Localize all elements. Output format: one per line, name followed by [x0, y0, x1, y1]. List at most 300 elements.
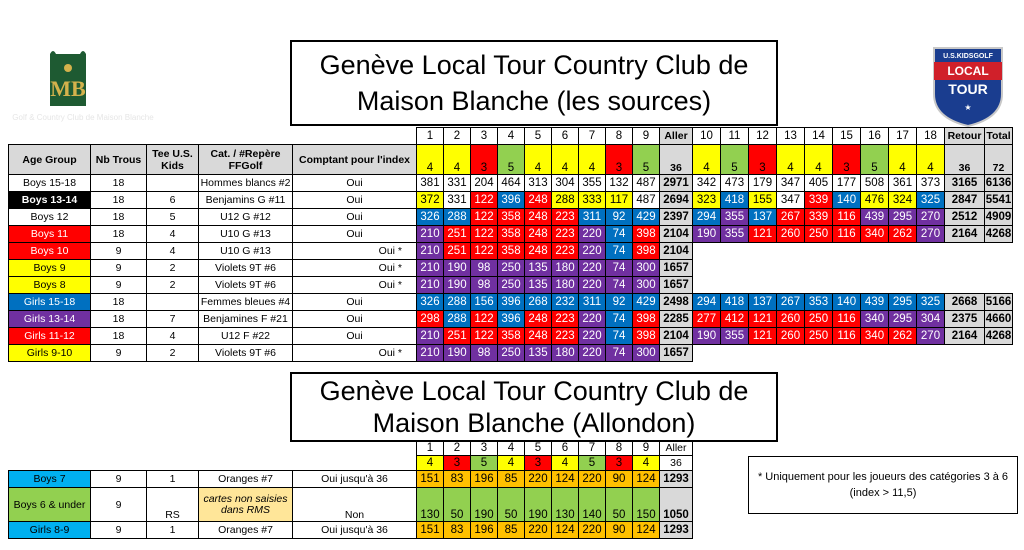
distance-cell: 180: [552, 345, 579, 362]
logo-top-text: U.S.KIDSGOLF: [943, 53, 993, 60]
distance-cell: 326: [417, 294, 444, 311]
title-allondon: [290, 372, 778, 442]
distance-cell: 340: [861, 328, 889, 345]
hole-number: 1: [417, 128, 444, 145]
distance-cell: 223: [552, 243, 579, 260]
distance-cell: 324: [889, 192, 917, 209]
distance-cell: 124: [552, 522, 579, 539]
distance-cell: 260: [777, 226, 805, 243]
aller-total: 2694: [660, 192, 693, 209]
category: Oranges #7: [199, 522, 293, 539]
distance-cell: 220: [525, 522, 552, 539]
distance-cell: 353: [805, 294, 833, 311]
index-status: Oui: [293, 294, 417, 311]
par-aller: 36: [660, 456, 693, 471]
nb-trous: 9: [91, 471, 147, 488]
tee-us-kids: 1: [147, 471, 199, 488]
distance-cell: 223: [552, 226, 579, 243]
index-status: Non: [293, 488, 417, 522]
distance-cell: 347: [777, 192, 805, 209]
footnote-line1: * Uniquement pour les joueurs des catégories 3 à 6: [757, 471, 1009, 483]
par-cell: 3: [833, 145, 861, 175]
distance-cell: 260: [777, 311, 805, 328]
distance-cell: 487: [633, 175, 660, 192]
distance-cell: 180: [552, 260, 579, 277]
age-group-header: Age Group: [9, 145, 91, 175]
distance-cell: 140: [833, 294, 861, 311]
distance-cell: 90: [606, 471, 633, 488]
index-header: Comptant pour l'index: [293, 145, 417, 175]
tee-us-kids: 4: [147, 226, 199, 243]
table-row: [9, 311, 1013, 328]
distance-cell: 180: [552, 277, 579, 294]
hole-number: 1: [417, 441, 444, 456]
aller-total: 1657: [660, 260, 693, 277]
category: Hommes blancs #2: [199, 175, 293, 192]
index-status: Oui: [293, 192, 417, 209]
distance-cell: 220: [579, 277, 606, 294]
aller-total: 2498: [660, 294, 693, 311]
distance-cell: 140: [579, 488, 606, 522]
distance-cell: 130: [552, 488, 579, 522]
distance-cell: 288: [444, 311, 471, 328]
hole-number: 6: [552, 441, 579, 456]
distance-cell: 304: [917, 311, 945, 328]
nb-trous: 9: [91, 260, 147, 277]
distance-cell: 311: [579, 209, 606, 226]
table-row: [9, 226, 1013, 243]
distance-cell: 121: [749, 328, 777, 345]
distance-cell: 473: [721, 175, 749, 192]
distance-cell: 122: [471, 192, 498, 209]
distance-cell: 294: [693, 209, 721, 226]
distance-cell: 122: [471, 311, 498, 328]
distance-cell: 355: [579, 175, 606, 192]
par-cell: 3: [444, 456, 471, 471]
distance-cell: 83: [444, 471, 471, 488]
par-cell: 5: [861, 145, 889, 175]
distance-cell: 250: [805, 311, 833, 328]
distance-cell: 396: [498, 311, 525, 328]
tee-us-kids: [147, 294, 199, 311]
nb-trous-header: Nb Trous: [91, 145, 147, 175]
nb-trous: 9: [91, 243, 147, 260]
distance-cell: 132: [606, 175, 633, 192]
distance-cell: 190: [444, 260, 471, 277]
par-cell: 3: [471, 145, 498, 175]
par-cell: 3: [606, 456, 633, 471]
distance-cell: 135: [525, 277, 552, 294]
hole-number: 12: [749, 128, 777, 145]
par-cell: 3: [749, 145, 777, 175]
par-cell: 4: [917, 145, 945, 175]
distance-cell: 429: [633, 294, 660, 311]
retour-header: Retour: [945, 128, 985, 145]
hole-number: 5: [525, 128, 552, 145]
distance-cell: 140: [833, 192, 861, 209]
par-cell: 4: [633, 456, 660, 471]
distance-cell: 223: [552, 209, 579, 226]
grand-total: 4268: [985, 226, 1013, 243]
distance-cell: 151: [417, 522, 444, 539]
aller-total: 1657: [660, 345, 693, 362]
distance-cell: 418: [721, 294, 749, 311]
title-sources: [290, 40, 778, 126]
distance-cell: 98: [471, 345, 498, 362]
distance-cell: 300: [633, 277, 660, 294]
logo-tagline: Golf & Country Club de Maison Blanche: [12, 113, 154, 122]
hole-number: 11: [721, 128, 749, 145]
distance-cell: 260: [777, 328, 805, 345]
hole-number: 2: [444, 441, 471, 456]
par-cell: 4: [889, 145, 917, 175]
aller-total: 2397: [660, 209, 693, 226]
distance-cell: 355: [721, 226, 749, 243]
distance-cell: 339: [805, 192, 833, 209]
category: Violets 9T #6: [199, 260, 293, 277]
distance-cell: 248: [525, 311, 552, 328]
distance-cell: 248: [525, 192, 552, 209]
distance-cell: 116: [833, 328, 861, 345]
category: Violets 9T #6: [199, 345, 293, 362]
distance-cell: 83: [444, 522, 471, 539]
table-row: [9, 294, 1013, 311]
retour-total: 2847: [945, 192, 985, 209]
distance-cell: 190: [471, 488, 498, 522]
footnote-box: [748, 456, 1018, 514]
index-status: Oui *: [293, 345, 417, 362]
distance-cell: 220: [579, 471, 606, 488]
age-group: Boys 9: [9, 260, 91, 277]
distance-cell: 232: [552, 294, 579, 311]
logo-monogram: MB: [50, 76, 86, 101]
hole-number: 4: [498, 441, 525, 456]
tee-us-kids: 6: [147, 192, 199, 209]
nb-trous: 18: [91, 192, 147, 209]
distance-cell: 295: [889, 209, 917, 226]
distance-cell: 268: [525, 294, 552, 311]
tee-us-kids: 2: [147, 260, 199, 277]
distance-cell: 98: [471, 260, 498, 277]
distance-cell: 248: [525, 226, 552, 243]
par-cell: 3: [525, 456, 552, 471]
distance-cell: 342: [693, 175, 721, 192]
us-kids-golf-logo: [928, 44, 1008, 128]
distance-cell: 358: [498, 243, 525, 260]
par-cell: 4: [579, 145, 606, 175]
category: Femmes bleues #4: [199, 294, 293, 311]
distance-cell: 179: [749, 175, 777, 192]
distance-cell: 124: [633, 522, 660, 539]
age-group: Girls 8-9: [9, 522, 91, 539]
nb-trous: 18: [91, 175, 147, 192]
distance-cell: 74: [606, 328, 633, 345]
distance-cell: 210: [417, 226, 444, 243]
distance-cell: 150: [633, 488, 660, 522]
distance-cell: 223: [552, 328, 579, 345]
distance-cell: 98: [471, 277, 498, 294]
par-cell: 5: [471, 456, 498, 471]
distance-cell: 398: [633, 328, 660, 345]
grand-total: 5541: [985, 192, 1013, 209]
nb-trous: 18: [91, 209, 147, 226]
distance-cell: 248: [525, 243, 552, 260]
distance-cell: 267: [777, 209, 805, 226]
distance-cell: 251: [444, 226, 471, 243]
par-cell: 5: [498, 145, 525, 175]
category: U10 G #13: [199, 243, 293, 260]
hole-number: 9: [633, 128, 660, 145]
distance-cell: 124: [552, 471, 579, 488]
distance-cell: 250: [805, 328, 833, 345]
header-par-row: [9, 145, 1013, 175]
total-header: Total: [985, 128, 1013, 145]
table-row: [9, 345, 1013, 362]
distance-cell: 220: [579, 311, 606, 328]
holes-row: [9, 128, 1013, 145]
par-cell: 4: [525, 145, 552, 175]
title-sources-line2: Maison Blanche (les sources): [356, 86, 712, 116]
category: Violets 9T #6: [199, 277, 293, 294]
distance-cell: 267: [777, 294, 805, 311]
category: U12 F #22: [199, 328, 293, 345]
distance-cell: 325: [917, 192, 945, 209]
distance-cell: 294: [693, 294, 721, 311]
distance-cell: 122: [471, 328, 498, 345]
distance-cell: 250: [498, 277, 525, 294]
par-cell: 3: [606, 145, 633, 175]
distance-cell: 85: [498, 522, 525, 539]
distance-cell: 137: [749, 294, 777, 311]
distance-cell: 476: [861, 192, 889, 209]
age-group: Girls 13-14: [9, 311, 91, 328]
par-cell: 5: [579, 456, 606, 471]
distance-cell: 190: [525, 488, 552, 522]
distance-cell: 311: [579, 294, 606, 311]
index-status: Oui: [293, 328, 417, 345]
distance-cell: 429: [633, 209, 660, 226]
distance-cell: 85: [498, 471, 525, 488]
hole-number: 13: [777, 128, 805, 145]
distance-cell: 74: [606, 243, 633, 260]
table-row: [9, 488, 693, 522]
table-row: [9, 522, 693, 539]
distance-cell: 124: [633, 471, 660, 488]
distance-cell: 137: [749, 209, 777, 226]
distance-cell: 92: [606, 294, 633, 311]
distance-cell: 50: [606, 488, 633, 522]
distance-cell: 325: [917, 294, 945, 311]
aller-total: 2104: [660, 328, 693, 345]
par-cell: 4: [777, 145, 805, 175]
grand-total: 4909: [985, 209, 1013, 226]
hole-number: 7: [579, 128, 606, 145]
distance-cell: 331: [444, 192, 471, 209]
par-cell: 4: [444, 145, 471, 175]
distance-cell: 277: [693, 311, 721, 328]
distance-cell: 508: [861, 175, 889, 192]
table-row: [9, 192, 1013, 209]
age-group: Boys 15-18: [9, 175, 91, 192]
distance-cell: 326: [417, 209, 444, 226]
aller-total: 2285: [660, 311, 693, 328]
index-status: Oui: [293, 175, 417, 192]
table-row: [9, 260, 1013, 277]
title-allondon-line2: Maison Blanche (Allondon): [372, 408, 696, 438]
distance-cell: 117: [606, 192, 633, 209]
index-status: Oui: [293, 226, 417, 243]
retour-total: 2668: [945, 294, 985, 311]
distance-cell: 358: [498, 328, 525, 345]
distance-cell: 270: [917, 226, 945, 243]
distance-cell: 74: [606, 260, 633, 277]
distance-cell: 196: [471, 471, 498, 488]
distance-cell: 210: [417, 243, 444, 260]
holes-row-2: [9, 441, 693, 456]
distance-cell: 250: [498, 345, 525, 362]
distance-cell: 190: [693, 226, 721, 243]
distance-cell: 121: [749, 226, 777, 243]
distance-cell: 50: [444, 488, 471, 522]
par-cell: 4: [805, 145, 833, 175]
distance-cell: 196: [471, 522, 498, 539]
title-sources-line1: Genève Local Tour Country Club de: [319, 50, 749, 80]
distance-cell: 122: [471, 226, 498, 243]
hole-number: 9: [633, 441, 660, 456]
nb-trous: 9: [91, 522, 147, 539]
distance-cell: 373: [917, 175, 945, 192]
hole-number: 10: [693, 128, 721, 145]
table-row: [9, 209, 1013, 226]
distance-cell: 220: [579, 328, 606, 345]
distance-cell: 358: [498, 226, 525, 243]
distance-cell: 295: [889, 311, 917, 328]
index-status: Oui: [293, 209, 417, 226]
distance-cell: 333: [579, 192, 606, 209]
distance-cell: 300: [633, 260, 660, 277]
index-status: Oui jusqu'à 36: [293, 471, 417, 488]
distance-cell: 122: [471, 243, 498, 260]
category: Benjamines F #21: [199, 311, 293, 328]
index-status: Oui *: [293, 260, 417, 277]
distance-cell: 339: [805, 209, 833, 226]
retour-total: 2164: [945, 328, 985, 345]
aller-header: Aller: [660, 441, 693, 456]
distance-cell: 220: [579, 522, 606, 539]
distance-cell: 220: [579, 345, 606, 362]
age-group: Boys 12: [9, 209, 91, 226]
distance-cell: 295: [889, 294, 917, 311]
distance-cell: 223: [552, 311, 579, 328]
tee-us-kids: 5: [147, 209, 199, 226]
hole-number: 17: [889, 128, 917, 145]
distance-cell: 355: [721, 209, 749, 226]
distance-cell: 288: [552, 192, 579, 209]
distance-cell: 300: [633, 345, 660, 362]
table-row: [9, 328, 1013, 345]
distance-cell: 358: [498, 209, 525, 226]
age-group: Boys 10: [9, 243, 91, 260]
tee-us-kids: 2: [147, 345, 199, 362]
age-group: Girls 9-10: [9, 345, 91, 362]
distance-cell: 130: [417, 488, 444, 522]
distance-cell: 405: [805, 175, 833, 192]
category: Oranges #7: [199, 471, 293, 488]
distance-cell: 340: [861, 226, 889, 243]
distance-cell: 121: [749, 311, 777, 328]
age-group: Girls 15-18: [9, 294, 91, 311]
distance-cell: 151: [417, 471, 444, 488]
distance-cell: 74: [606, 226, 633, 243]
hole-number: 8: [606, 441, 633, 456]
distance-cell: 313: [525, 175, 552, 192]
distance-cell: 487: [633, 192, 660, 209]
index-status: Oui: [293, 311, 417, 328]
distance-cell: 210: [417, 277, 444, 294]
index-status: Oui *: [293, 277, 417, 294]
par-aller: 36: [660, 145, 693, 175]
distance-cell: 340: [861, 311, 889, 328]
table-row: [9, 277, 1013, 294]
distance-cell: 220: [579, 260, 606, 277]
tee-header: Tee U.S. Kids: [147, 145, 199, 175]
distance-cell: 372: [417, 192, 444, 209]
category: cartes non saisies dans RMS: [199, 488, 293, 522]
par-cell: 4: [417, 145, 444, 175]
aller-total: 1293: [660, 471, 693, 488]
category: U12 G #12: [199, 209, 293, 226]
aller-total: 1293: [660, 522, 693, 539]
tee-us-kids: 7: [147, 311, 199, 328]
distance-cell: 156: [471, 294, 498, 311]
distance-cell: 204: [471, 175, 498, 192]
distance-cell: 355: [721, 328, 749, 345]
par-cell: 4: [693, 145, 721, 175]
age-group: Boys 11: [9, 226, 91, 243]
grand-total: 6136: [985, 175, 1013, 192]
aller-total: 1050: [660, 488, 693, 522]
distance-cell: 220: [525, 471, 552, 488]
retour-total: 2512: [945, 209, 985, 226]
retour-total: 2375: [945, 311, 985, 328]
hole-number: 14: [805, 128, 833, 145]
tee-us-kids: 4: [147, 243, 199, 260]
distance-cell: 439: [861, 209, 889, 226]
distance-cell: 116: [833, 311, 861, 328]
distance-cell: 381: [417, 175, 444, 192]
age-group: Boys 7: [9, 471, 91, 488]
svg-text:★: ★: [964, 103, 972, 112]
nb-trous: 9: [91, 488, 147, 522]
club-logo: [8, 48, 158, 130]
distance-cell: 210: [417, 345, 444, 362]
distance-cell: 347: [777, 175, 805, 192]
distance-cell: 251: [444, 328, 471, 345]
title-allondon-line1: Genève Local Tour Country Club de: [319, 376, 749, 406]
tee-us-kids: [147, 175, 199, 192]
distance-cell: 248: [525, 209, 552, 226]
aller-total: 2971: [660, 175, 693, 192]
distance-cell: 74: [606, 277, 633, 294]
par-row-2: [9, 456, 693, 471]
table-row: [9, 243, 1013, 260]
scorecard-table-sources: [8, 127, 1013, 362]
grand-total: 4660: [985, 311, 1013, 328]
age-group: Boys 6 & under: [9, 488, 91, 522]
par-retour: 36: [945, 145, 985, 175]
grand-total: 5166: [985, 294, 1013, 311]
distance-cell: 220: [579, 226, 606, 243]
